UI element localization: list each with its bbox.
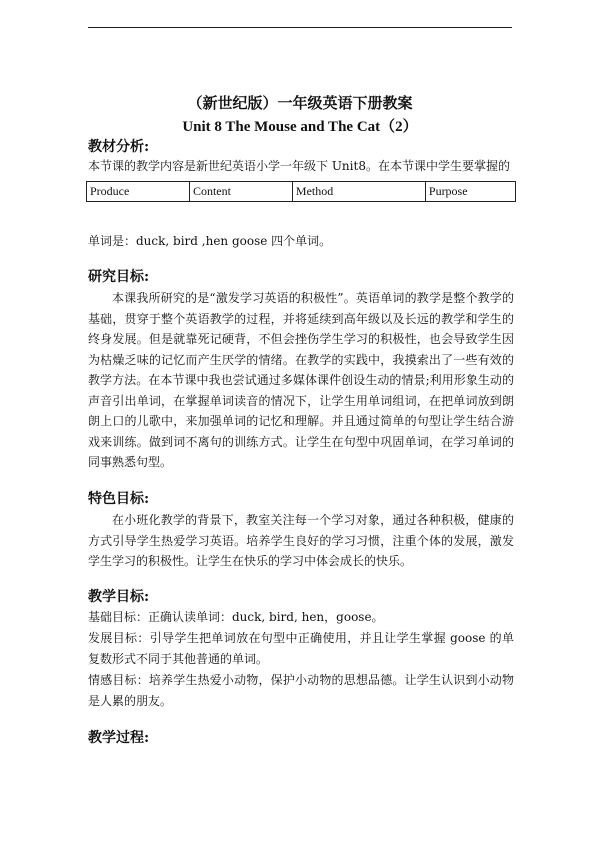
feature-goal-paragraph: 在小班化教学的背景下，教室关注每一个学习对象，通过各种积极，健康的方式引导学生热爱学习英语。培养学生良好的学习习惯，注重个体的发展，激发学生学习的积极性。让学生在快乐的学习中体会成长的快乐。 <box>88 513 514 568</box>
table-header-content: Content <box>189 182 292 202</box>
heading-material-analysis: 教材分析: <box>88 139 150 155</box>
table-row <box>87 182 516 202</box>
document-title-english: Unit 8 The Mouse and The Cat（2） <box>182 119 418 135</box>
table-header-produce: Produce <box>87 182 190 202</box>
header-rule <box>88 27 512 28</box>
table-header-purpose: Purpose <box>425 182 515 202</box>
heading-research-goal: 研究目标: <box>88 269 150 285</box>
development-goal-text: 发展目标：引导学生把单词放在句型中正确使用，并且让学生掌握 goose 的单复数形式不同于其他普通的单词。 <box>88 631 514 666</box>
vocabulary-words-text: 单词是：duck, bird ,hen goose 四个单词。 <box>88 234 332 248</box>
basic-goal-text: 基础目标：正确认读单词：duck, bird, hen，goose。 <box>88 610 384 624</box>
table-header-method: Method <box>292 182 425 202</box>
research-goal-paragraph: 本课我所研究的是“激发学习英语的积极性”。英语单词的教学是整个教学的基础，贯穿于整个英语教学的过程，并将延续到高年级以及长远的教学和学生的终身发展。但是就靠死记硬背，不但会挫伤学生学习的积极性，也会导致学生因为枯燥乏味的记忆而产生厌学的情绪。在教学的实践中，我摸索出了一些有效的教学方法。在本节课中我也尝试通过多媒体课件创设生动的情景;利用形象生动的声音引出单词，在掌握单词读音的情况下，让学生用单词组词，在把单词放到朗朗上口的儿歌中，来加强单词的记忆和理解。并且通过简单的句型让学生结合游戏来训练。做到词不离句的训练方式。让学生在句型中巩固单词，在学习单词的同事熟悉句型。 <box>88 291 514 469</box>
material-intro-text: 本节课的教学内容是新世纪英语小学一年级下 Unit8。在本节课中学生要掌握的 <box>88 159 510 173</box>
heading-feature-goal: 特色目标: <box>88 491 150 507</box>
lesson-table <box>86 181 516 202</box>
heading-teaching-goal: 教学目标: <box>88 589 150 605</box>
emotion-goal-text: 情感目标：培养学生热爱小动物，保护小动物的思想品德。让学生认识到小动物是人累的朋友。 <box>88 673 514 708</box>
document-title-chinese: （新世纪版）一年级英语下册教案 <box>187 94 413 112</box>
heading-teaching-process: 教学过程: <box>88 730 150 746</box>
